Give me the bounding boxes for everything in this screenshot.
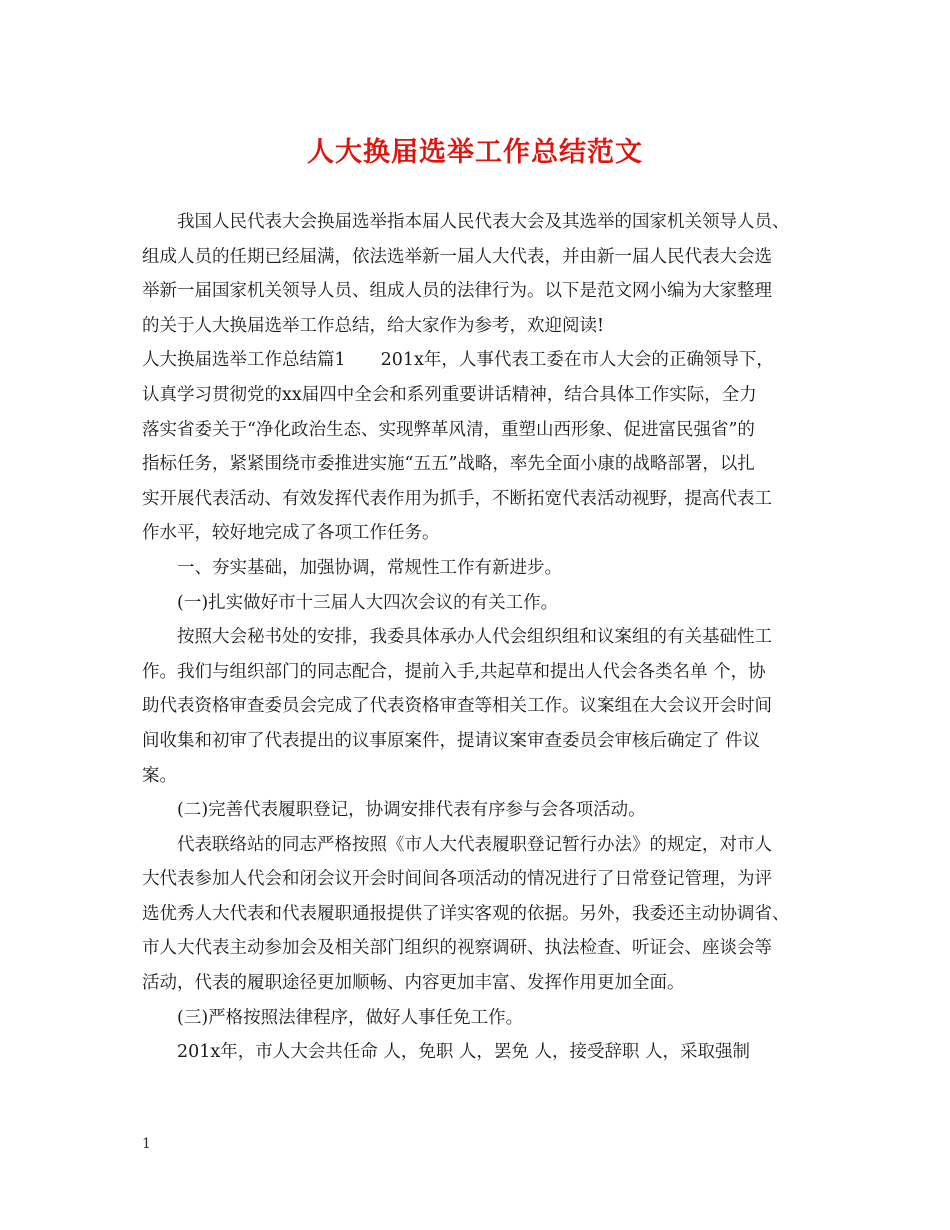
body-line: (三)严格按照法律程序，做好人事任免工作。 — [177, 1007, 524, 1028]
body-line: 组成人员的任期已经届满，依法选举新一届人大代表，并由新一届人民代表大会选 — [142, 246, 772, 267]
body-line: 作。我们与组织部门的同志配合，提前入手,共起草和提出人代会各类名单 个，协 — [142, 661, 766, 682]
body-line: 我国人民代表大会换届选举指本届人民代表大会及其选举的国家机关领导人员、 — [177, 212, 790, 232]
body-line: 人大换届选举工作总结篇1 201x年，人事代表工委在市人大会的正确领导下， — [142, 350, 774, 371]
document-body — [142, 205, 822, 1070]
body-line: (一)扎实做好市十三届人大四次会议的有关工作。 — [177, 592, 559, 613]
body-line: 实开展代表活动、有效发挥代表作用为抓手，不断拓宽代表活动视野，提高代表工 — [142, 488, 772, 509]
body-line: 大代表参加人代会和闭会议开会时间间各项活动的情况进行了日常登记管理，为评 — [142, 869, 772, 890]
body-line: 的关于人大换届选举工作总结，给大家作为参考，欢迎阅读! — [142, 315, 605, 336]
body-line: 201x年，市人大会共任命 人，免职 人，罢免 人，接受辞职 人，采取强制 — [177, 1042, 751, 1063]
body-line: 落实省委关于“净化政治生态、实现弊革风清，重塑山西形象、促进富民强省”的 — [142, 419, 755, 440]
body-line: (二)完善代表履职登记，协调安排代表有序参与会各项活动。 — [177, 800, 646, 821]
body-line: 代表联络站的同志严格按照《市人大代表履职登记暂行办法》的规定，对市人 — [177, 834, 772, 855]
body-line: 案。 — [142, 765, 177, 786]
document-title: 人大换届选举工作总结范文 — [307, 137, 643, 168]
body-line: 选优秀人大代表和代表履职通报提供了详实客观的依据。另外，我委还主动协调省、 — [142, 903, 790, 924]
body-line: 一、夯实基础，加强协调，常规性工作有新进步。 — [177, 557, 562, 578]
body-line: 助代表资格审查委员会完成了代表资格审查等相关工作。议案组在大会议开会时间 — [142, 696, 772, 717]
body-line: 市人大代表主动参加会及相关部门组织的视察调研、执法检查、听证会、座谈会等 — [142, 938, 772, 959]
body-line: 举新一届国家机关领导人员、组成人员的法律行为。以下是范文网小编为大家整理 — [142, 281, 772, 302]
body-line: 作水平，较好地完成了各项工作任务。 — [142, 523, 440, 544]
body-line: 认真学习贯彻党的xx届四中全会和系列重要讲话精神，结合具体工作实际，全力 — [142, 384, 757, 405]
body-line: 按照大会秘书处的安排，我委具体承办人代会组织组和议案组的有关基础性工 — [177, 627, 772, 648]
body-line: 指标任务，紧紧围绕市委推进实施“五五”战略，率先全面小康的战略部署，以扎 — [142, 454, 755, 475]
body-line: 间收集和初审了代表提出的议事原案件，提请议案审查委员会审核后确定了 件议 — [142, 730, 761, 751]
page-number: 1 — [142, 1136, 151, 1152]
body-line: 活动，代表的履职途径更加顺畅、内容更加丰富、发挥作用更加全面。 — [142, 973, 685, 994]
